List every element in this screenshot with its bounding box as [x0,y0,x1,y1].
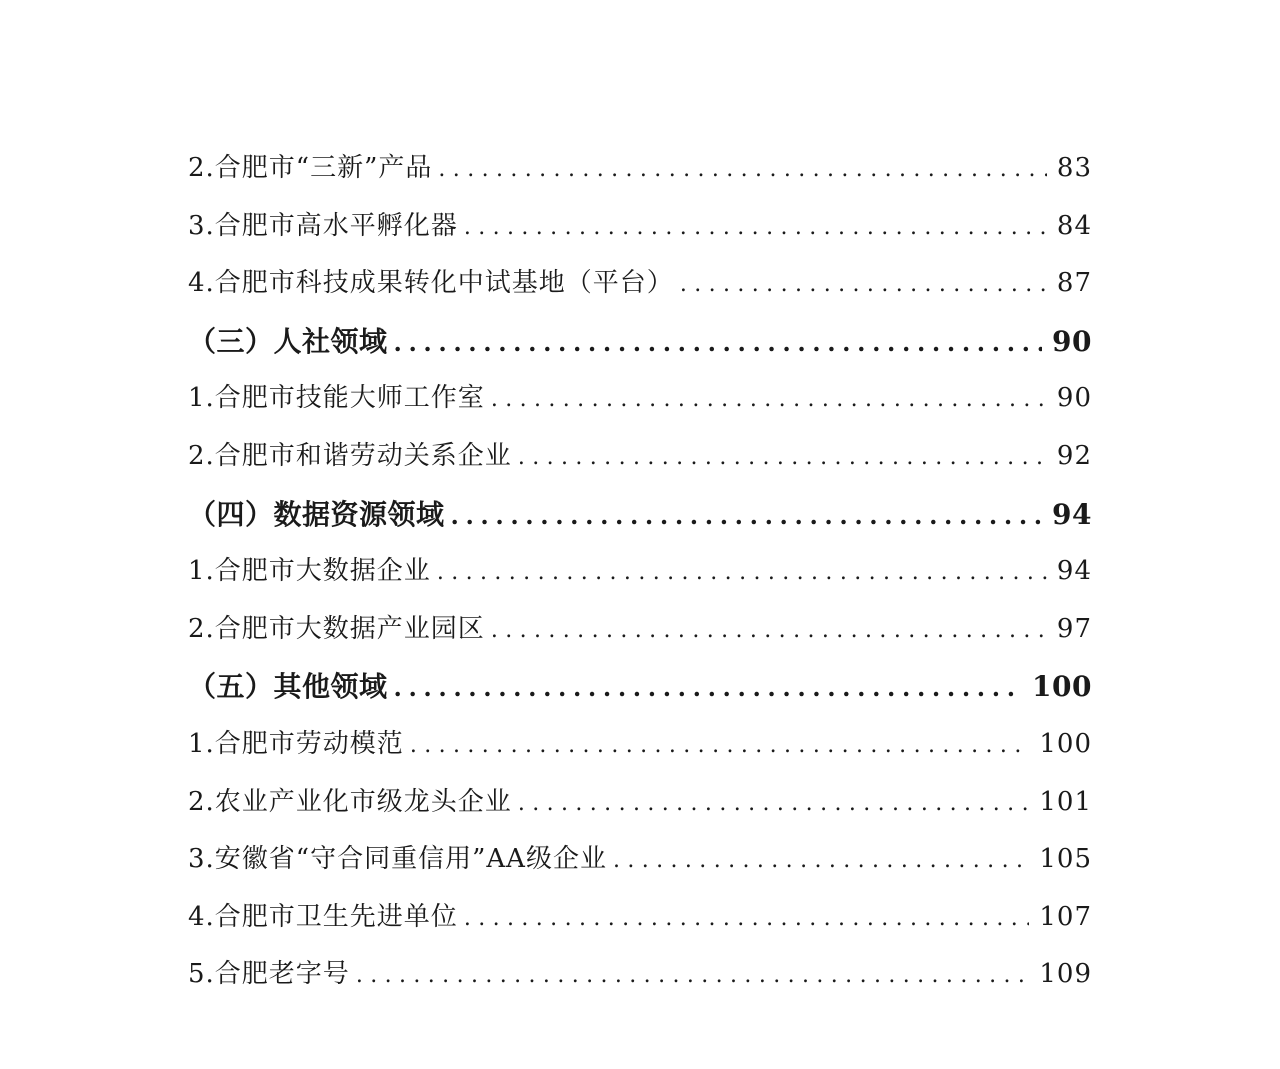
toc-page-number: 84 [1056,210,1092,241]
table-of-contents [188,140,1092,1004]
toc-section-heading[interactable] [188,486,1092,544]
toc-dot-leader [464,199,1047,257]
toc-section-heading[interactable] [188,313,1092,371]
toc-entry[interactable] [188,370,1092,428]
toc-entry-title: 4.合肥市卫生先进单位 [188,901,458,932]
toc-entry[interactable] [188,716,1092,774]
toc-entry[interactable] [188,255,1092,313]
toc-dot-leader [410,717,1030,775]
toc-entry-title: 1.合肥市劳动模范 [188,728,404,759]
toc-dot-leader [613,832,1029,890]
toc-dot-leader [464,890,1030,948]
toc-page-number: 90 [1052,324,1092,358]
toc-entry[interactable] [188,198,1092,256]
toc-page-number: 90 [1056,383,1092,414]
toc-entry-title: 2.合肥市“三新”产品 [188,153,433,183]
toc-page-number: 97 [1056,613,1092,644]
toc-page-number: 92 [1056,440,1092,471]
toc-page-number: 105 [1039,844,1092,875]
toc-page-number: 87 [1056,268,1092,299]
toc-entry-title: 4.合肥市科技成果转化中试基地（平台） [188,268,674,299]
toc-page-number: 100 [1039,728,1092,759]
toc-dot-leader [491,371,1047,429]
toc-entry-title: 1.合肥市技能大师工作室 [188,383,485,414]
toc-entry[interactable] [188,428,1092,486]
toc-page-number: 94 [1052,497,1092,531]
toc-entry[interactable] [188,831,1092,889]
toc-entry[interactable] [188,774,1092,832]
toc-dot-leader [356,947,1030,1005]
toc-dot-leader [438,141,1047,199]
toc-dot-leader [394,314,1043,372]
toc-section-title: （四）数据资源领域 [188,497,445,531]
toc-entry-title: 2.农业产业化市级龙头企业 [188,786,512,817]
toc-page-number: 107 [1039,901,1092,932]
toc-dot-leader [491,602,1047,660]
toc-entry[interactable] [188,140,1092,198]
toc-entry-title: 2.合肥市大数据产业园区 [188,613,485,644]
toc-dot-leader [518,429,1047,487]
toc-section-title: （五）其他领域 [188,670,388,704]
toc-entry-title: 5.合肥老字号 [188,959,350,990]
toc-dot-leader [451,487,1043,545]
toc-section-heading[interactable] [188,658,1092,716]
toc-page-number: 83 [1056,153,1092,183]
toc-page-number: 109 [1039,959,1092,990]
toc-entry-title: 3.安徽省“守合同重信用”AA级企业 [188,844,607,875]
toc-entry-title: 2.合肥市和谐劳动关系企业 [188,440,512,471]
toc-page-number: 94 [1056,556,1092,587]
toc-entry[interactable] [188,889,1092,947]
toc-page-number: 101 [1039,786,1092,817]
toc-entry[interactable] [188,601,1092,659]
toc-entry[interactable] [188,946,1092,1004]
toc-entry-title: 1.合肥市大数据企业 [188,556,431,587]
toc-dot-leader [680,256,1047,314]
toc-entry[interactable] [188,543,1092,601]
toc-entry-title: 3.合肥市高水平孵化器 [188,210,458,241]
toc-section-title: （三）人社领域 [188,324,388,358]
toc-dot-leader [394,659,1023,717]
toc-dot-leader [437,544,1047,602]
toc-dot-leader [518,775,1030,833]
toc-page-number: 100 [1032,670,1092,704]
